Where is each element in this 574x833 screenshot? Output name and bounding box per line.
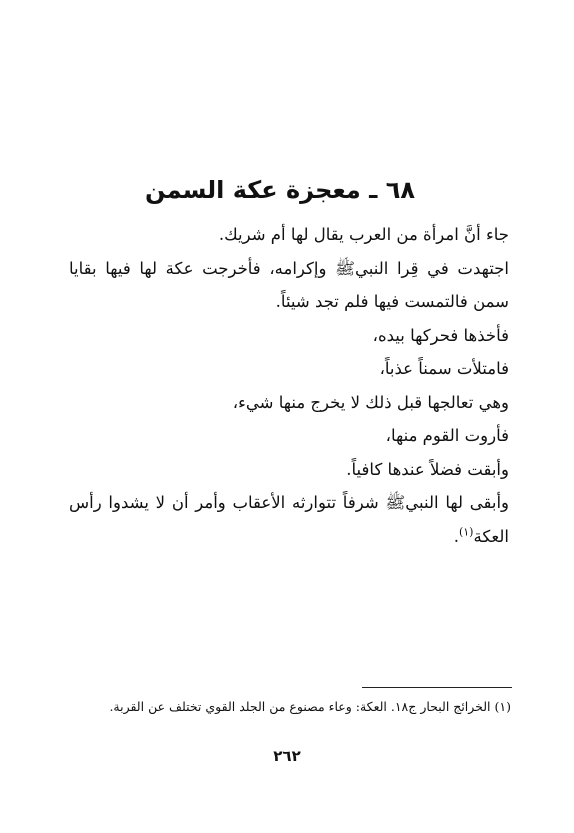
paragraph-8: [69, 486, 509, 553]
paragraph-7: وأبقت فضلاً عندها كافياً.: [346, 459, 509, 479]
paragraph-2: اجتهدت في قِرا النبيﷺ وإكرامه، فأخرجت عكة لها فيها بقايا سمن فالتمست فيها فلم تجد شيئاً.: [69, 258, 509, 311]
chapter-title: ٦٨ ـ معجزة عكة السمن: [145, 176, 415, 204]
body-text: [69, 218, 509, 553]
paragraph-4: فامتلأت سمناً عذباً،: [379, 359, 509, 378]
page-number: ٢٦٢: [273, 747, 301, 765]
paragraph-1: جاء أنَّ امرأة من العرب يقال لها أم شريك.: [218, 225, 509, 244]
paragraph-6: فأروت القوم منها،: [385, 426, 509, 445]
paragraph-5: وهي تعالجها قبل ذلك لا يخرج منها شيء،: [232, 392, 509, 412]
paragraph-8-text: وأبقى لها النبيﷺ شرفاً تتوارثه الأعقاب وأمر أن لا يشدوا رأس العكة: [69, 493, 509, 546]
paragraph-8-end: .: [453, 526, 459, 546]
footnote: (١) الخرائج البحار ج١٨. العكة: وعاء مصنوع من الجلد القوي تختلف عن القربة.: [109, 699, 511, 714]
footnote-reference[interactable]: (١): [458, 525, 474, 538]
paragraph-3: فأخذها فحركها بيده،: [372, 325, 509, 345]
footnote-divider: [362, 687, 512, 688]
